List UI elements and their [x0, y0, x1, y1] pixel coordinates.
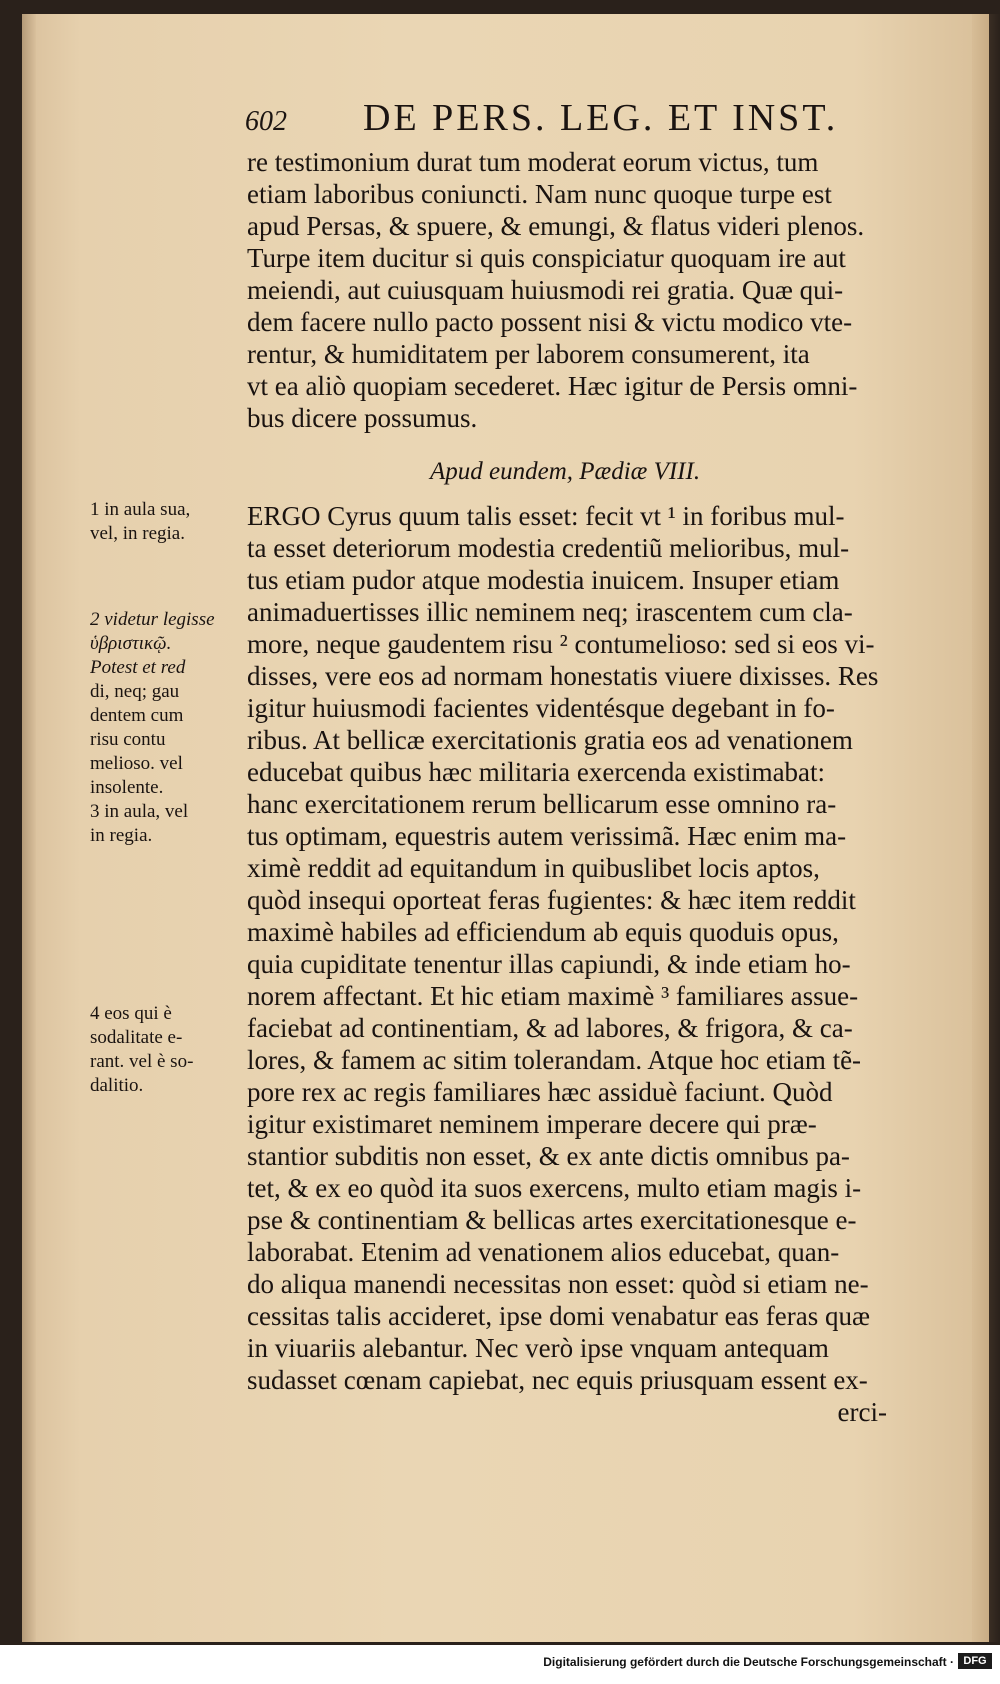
funding-credit: Digitalisierung gefördert durch die Deutsche Forschungsgemeinschaft · — [543, 1655, 954, 1669]
section-line: igitur existimaret neminem imperare decere qui præ- — [247, 1109, 817, 1139]
section-line: sudasset cœnam capiebat, nec equis priusquam essent ex- — [247, 1365, 868, 1395]
margin-note-line: di, neq; gau — [90, 681, 180, 702]
section-heading: Apud eundem, Pædiæ VIII. — [430, 458, 701, 485]
section-line: ta esset deteriorum modestia credentiũ melioribus, mul- — [247, 533, 850, 563]
margin-note-line: insolente. — [90, 777, 164, 798]
section-line: tet, & ex eo quòd ita suos exercens, multo etiam magis i- — [247, 1173, 862, 1203]
margin-note-line: dalitio. — [90, 1075, 144, 1096]
section-line: faciebat ad continentiam, & ad labores, & frigora, & ca- — [247, 1013, 853, 1043]
margin-note-line: dentem cum — [90, 705, 184, 726]
section-line: pore rex ac regis familiares hæc assiduè faciunt. Quòd — [247, 1077, 833, 1107]
body-line: re testimonium durat tum moderat eorum victus, tum — [247, 147, 819, 177]
margin-note-line: vel, in regia. — [90, 523, 185, 544]
section-line: pse & continentiam & bellicas artes exercitationesque e- — [247, 1205, 857, 1235]
margin-note-line: melioso. vel — [90, 753, 183, 774]
page-right-edge — [972, 14, 1000, 1642]
section-line: laborabat. Etenim ad venationem alios educebat, quan- — [247, 1237, 840, 1267]
margin-note-line: sodalitate e- — [90, 1027, 183, 1048]
running-title: DE PERS. LEG. ET INST. — [363, 97, 839, 139]
dfg-logo: DFG — [958, 1653, 992, 1669]
section-line: ximè reddit ad equitandum in quibuslibet locis aptos, — [247, 853, 820, 883]
margin-note-line: 4 eos qui è — [90, 1003, 172, 1024]
margin-note-line: rant. vel è so- — [90, 1051, 194, 1072]
section-line: cessitas talis accideret, ipse domi venabatur eas feras quæ — [247, 1301, 871, 1331]
body-line: bus dicere possumus. — [247, 403, 478, 433]
page-number: 602 — [245, 106, 287, 137]
margin-note-line: risu contu — [90, 729, 166, 750]
section-line: do aliqua manendi necessitas non esset: quòd si etiam ne- — [247, 1269, 869, 1299]
section-line: quòd insequi oporteat feras fugientes: & hæc item reddit — [247, 885, 856, 915]
section-line: more, neque gaudentem risu ² contumelioso: sed si eos vi- — [247, 629, 875, 659]
section-line: educebat quibus hæc militaria exercenda existimabat: — [247, 757, 826, 787]
margin-note-line: 3 in aula, vel — [90, 801, 189, 822]
body-line: etiam laboribus coniuncti. Nam nunc quoque turpe est — [247, 179, 832, 209]
section-line: maximè habiles ad efficiendum ab equis quoduis opus, — [247, 917, 839, 947]
section-line: ribus. At bellicæ exercitationis gratia eos ad venationem — [247, 725, 853, 755]
margin-note-line: Potest et red — [90, 657, 186, 678]
section-line: disses, vere eos ad normam honestatis viuere dixisses. Res — [247, 661, 879, 691]
body-line: vt ea aliò quopiam secederet. Hæc igitur de Persis omni- — [247, 371, 858, 401]
margin-note-line: ὑβριστικῷ. — [90, 633, 172, 654]
body-line: apud Persas, & spuere, & emungi, & flatus videri plenos. — [247, 211, 865, 241]
page-header — [245, 96, 865, 142]
section-line: tus etiam pudor atque modestia inuicem. Insuper etiam — [247, 565, 840, 595]
section-line: ERGO Cyrus quum talis esset: fecit vt ¹ in foribus mul- — [247, 501, 845, 531]
footer-bar — [0, 1645, 1000, 1684]
section-line: in viuariis alebantur. Nec verò ipse vnquam antequam — [247, 1333, 829, 1363]
body-line: meiendi, aut cuiusquam huiusmodi rei gratia. Quæ qui- — [247, 275, 844, 305]
section-line: tus optimam, equestris autem verissimã. Hæc enim ma- — [247, 821, 847, 851]
section-line: igitur huiusmodi facientes videntésque degebant in fo- — [247, 693, 835, 723]
section-line: stantior subditis non esset, & ex ante dictis omnibus pa- — [247, 1141, 850, 1171]
section-line: hanc exercitationem rerum bellicarum esse omnino ra- — [247, 789, 837, 819]
section-line: lores, & famem ac sitim tolerandam. Atque hoc etiam tẽ- — [247, 1045, 862, 1075]
body-line: Turpe item ducitur si quis conspiciatur quoquam ire aut — [247, 243, 846, 273]
section-line: quia cupiditate tenentur illas capiundi, & inde etiam ho- — [247, 949, 851, 979]
margin-note-line: in regia. — [90, 825, 153, 846]
section-line: norem affectant. Et hic etiam maximè ³ familiares assue- — [247, 981, 859, 1011]
body-line: dem facere nullo pacto possent nisi & victu modico vte- — [247, 307, 853, 337]
page-edge-shadow — [22, 14, 36, 1642]
section-line: animaduertisses illic neminem neq; irascentem cum cla- — [247, 597, 853, 627]
margin-note-line: 2 videtur legisse — [90, 609, 215, 630]
margin-note-line: 1 in aula sua, — [90, 499, 191, 520]
body-line: rentur, & humiditatem per laborem consumerent, ita — [247, 339, 810, 369]
section-line: erci- — [837, 1397, 887, 1427]
